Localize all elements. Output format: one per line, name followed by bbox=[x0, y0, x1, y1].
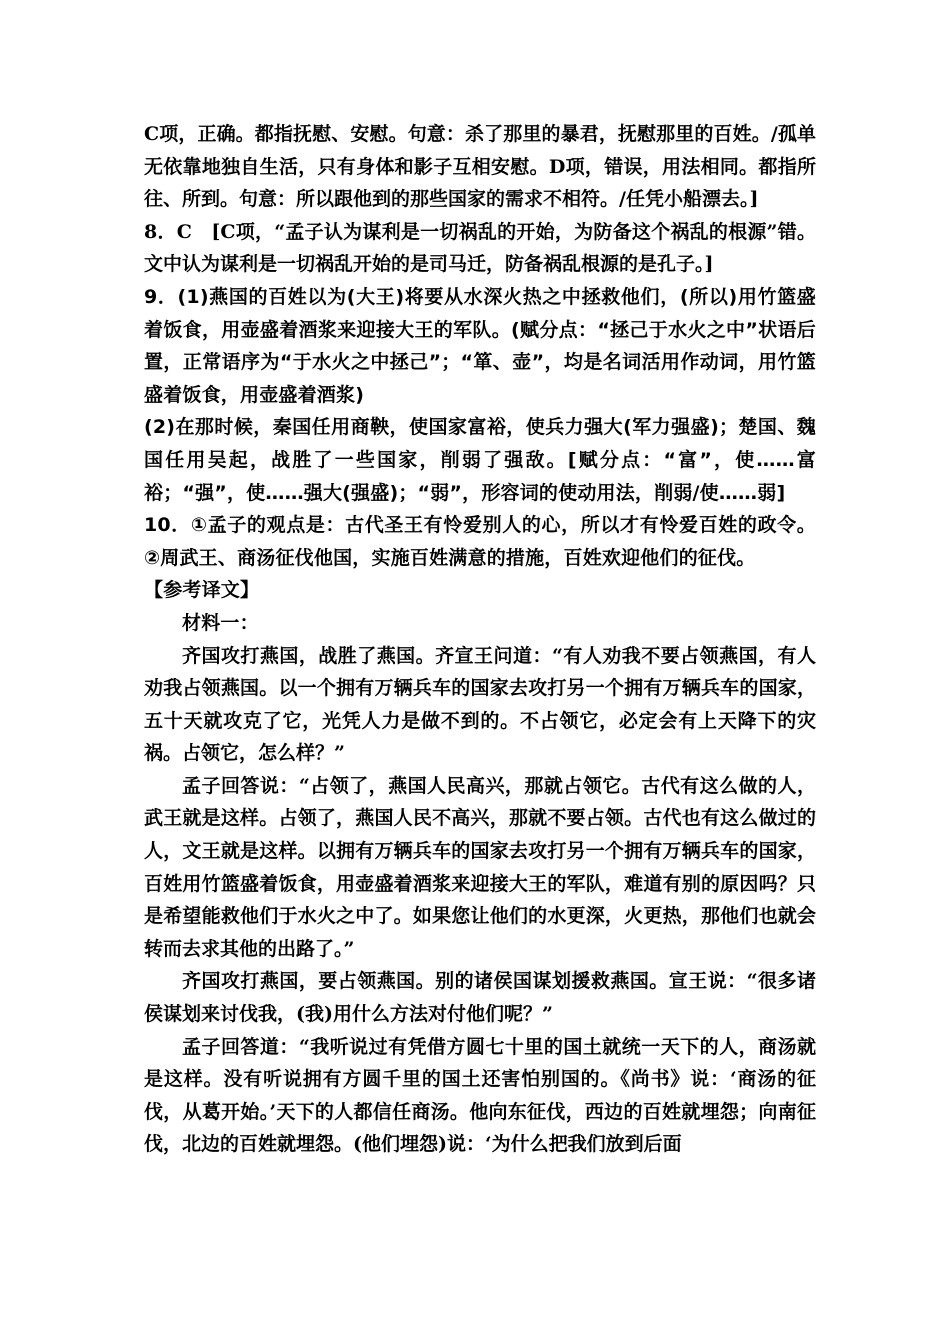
answer-10: 10．①孟子的观点是：古代圣王有怜爱别人的心，所以才有怜爱百姓的政令。②周武王、商汤征伐他国，实施百姓满意的措施，百姓欢迎他们的征伐。 bbox=[144, 514, 816, 569]
answer-8: 8．C [C项，“孟子认为谋利是一切祸乱的开始，为防备这个祸乱的根源”错。文中认为谋利是一切祸乱开始的是司马迁，防备祸乱根源的是孔子。] bbox=[144, 220, 816, 276]
document-body bbox=[144, 118, 816, 1161]
material-label: 材料一： bbox=[182, 611, 259, 634]
translation-paragraph-2: 孟子回答说：“占领了，燕国人民高兴，那就占领它。古代有这么做的人，武王就是这样。占领了，燕国人民不高兴，那就不要占领。古代也有这么做过的人，文王就是这样。以拥有万辆兵车的国家去攻打另一个拥有万辆兵车的国家，百姓用竹篮盛着饭食，用壶盛着酒浆来迎接大王的军队，难道有别的原因吗？只是希望能救他们于水火之中了。如果您让他们的水更深，火更热，那他们也就会转而去求其他的出路了。” bbox=[144, 774, 816, 960]
translation-paragraph-4: 孟子回答道：“我听说过有凭借方圆七十里的国土就统一天下的人，商汤就是这样。没有听说拥有方圆千里的国土还害怕别国的。《尚书》说：‘商汤的征伐，从葛开始。’天下的人都信任商汤。他向东征伐，西边的百姓就埋怨；向南征伐，北边的百姓就埋怨。(他们埋怨)说：‘为什么把我们放到后面 bbox=[144, 1035, 816, 1156]
answer-9-part-2: (2)在那时候，秦国任用商鞅，使国家富裕，使兵力强大(军力强盛)；楚国、魏国任用吴起，战胜了一些国家，削弱了强敌。[赋分点：“富”，使……富裕；“强”，使……强大(强盛)；“弱”，形容词的使动用法，削弱/使……弱] bbox=[144, 416, 816, 504]
translation-paragraph-1: 齐国攻打燕国，战胜了燕国。齐宣王问道：“有人劝我不要占领燕国，有人劝我占领燕国。以一个拥有万辆兵车的国家去攻打另一个拥有万辆兵车的国家，五十天就攻克了它，光凭人力是做不到的。不占领它，必定会有上天降下的灾祸。占领它，怎么样？” bbox=[144, 644, 816, 765]
answer-9-part-1: 9．(1)燕国的百姓以为(大王)将要从水深火热之中拯救他们，(所以)用竹篮盛着饭食，用壶盛着酒浆来迎接大王的军队。(赋分点：“拯己于水火之中”状语后置，正常语序为“于水火之中拯己”；“箪、壶”，均是名词活用作动词，用竹篮盛着饭食，用壶盛着酒浆) bbox=[144, 285, 816, 406]
answer-7-explanation: C项，正确。都指抚慰、安慰。句意：杀了那里的暴君，抚慰那里的百姓。/孤单无依靠地独自生活，只有身体和影子互相安慰。D项，错误，用法相同。都指所往、所到。句意：所以跟他到的那些国家的需求不相符。/任凭小船漂去。] bbox=[144, 123, 816, 211]
translation-heading: 【参考译文】 bbox=[144, 579, 260, 602]
translation-paragraph-3: 齐国攻打燕国，要占领燕国。别的诸侯国谋划援救燕国。宣王说：“很多诸侯谋划来讨伐我，(我)用什么方法对付他们呢？” bbox=[144, 970, 816, 1026]
